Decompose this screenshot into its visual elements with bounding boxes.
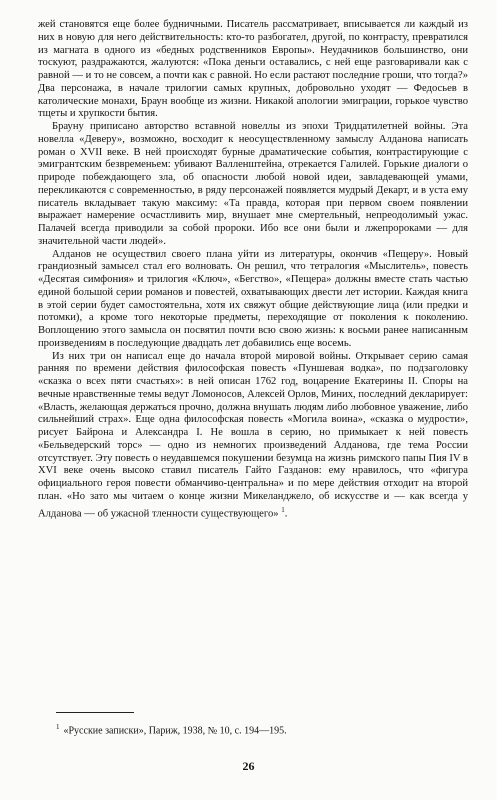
footnote-divider [56, 712, 134, 713]
paragraph-3: Алданов не осуществил своего плана уйти из литературы, окончив «Пещеру». Новый грандиозный замысел стал его волновать. Он решил, что тетралогия «Мыслитель», повесть «Десятая симфония» и трилогия «Ключ», «Бегство», «Пещера» должны вместе стать частью единой большой серии романов и повестей, охватывающих двести лет истории. Каждая книга в этой серии будет самостоятельна, хотя их свяжут общие действующие лица (или предки и потомки), а кроме того некоторые предметы, переходящие от поколения к поколению. Воплощению этого замысла он посвятил почти всю свою жизнь: к восьми ранее написанным произведениям в последующие двадцать лет добавились еще восемь. [38, 248, 468, 349]
paragraph-1: жей становятся еще более будничными. Писатель рассматривает, вписывается ли каждый из них в новую для него действительность: кто-то разбогател, другой, по контрасту, превратился из магната в одного из «бедных родственников Европы». Неудачников большинство, они тоскуют, раздражаются, жалуются: «Пока деньги оставались, с ней еще разговаривали как с равной — и то не совсем, а почти как с равной. Но если растают последние гроши, что тогда?» Два персонажа, в начале трилогии самых крупных, добровольно уходят — Федосьев в католические монахи, Браун вообще из жизни. Никакой апологии эмиграции, горькое чувство тщеты и хрупкости бытия. [38, 19, 468, 120]
paragraph-4-text: Из них три он написал еще до начала второй мировой войны. Открывает серию самая ранняя по времени действия философская повесть «Пуншевая водка», по подзаголовку «сказка о всех пяти счастьях»: в ней описан 1762 год, воцарение Екатерины II. Споры на вечные нравственные темы ведут Ломоносов, Алексей Орлов, Миних, последний декларирует: «Власть, желающая держаться прочно, должна внушать людям либо любовное уважение, либо сильнейший страх». Еще одна философская повесть «Могила воина», «сказка о мудрости», рисует Байрона и Александра I. Не вошла в серию, но примыкает к ней повесть «Бельведерский торс» — одно из немногих произведений Алданова, где тема России отсутствует. Эту повесть о неудавшемся покушении безумца на жизнь римского папы Пия IV в XVI веке очень высоко ставил писатель Гайто Газданов: ему нравилось, что «фигура официального героя повести обманчиво-центральна» и по мере действия отходит на второй план. «Но зато мы читаем о конце жизни Микеланджело, об искусстве и — как всегда у Алданова — об ужасной тленности существующего» [38, 350, 468, 520]
body-text [38, 19, 468, 521]
page-number: 26 [242, 759, 255, 773]
footnote-reference: 1 [281, 505, 285, 514]
footnote [56, 721, 468, 737]
paragraph-4: Из них три он написал еще до начала второй мировой войны. Открывает серию самая ранняя по времени действия философская повесть «Пуншевая водка», по подзаголовку «сказка о всех пяти счастьях»: в ней описан 1762 год, воцарение Екатерины II. Споры на вечные нравственные темы ведут Ломоносов, Алексей Орлов, Миних, последний декларирует: «Власть, желающая держаться прочно, должна внушать людям либо любовное уважение, либо сильнейший страх». Еще одна философская повесть «Могила воина», «сказка о мудрости», рисует Байрона и Александра I. Не вошла в серию, но примыкает к ней повесть «Бельведерский торс» — одно из немногих произведений Алданова, где тема России отсутствует. Эту повесть о неудавшемся покушении безумца на жизнь римского папы Пия IV в XVI веке очень высоко ставил писатель Гайто Газданов: ему нравилось, что «фигура официального героя повести обманчиво-центральна» и по мере действия отходит на второй план. «Но зато мы читаем о конце жизни Микеланджело, об искусстве и — как всегда у Алданова — об ужасной тленности существующего» $^1$. [38, 350, 468, 520]
footnote-marker: 1 [56, 723, 60, 731]
footnote-text: «Русские записки», Париж, 1938, № 10, с. 194—195. [63, 725, 287, 737]
paragraph-2: Брауну приписано авторство вставной новеллы из эпохи Тридцатилетней войны. Эта новелла «Деверу», возможно, восходит к неосуществленному замыслу Алданова написать роман о XVII веке. В ней происходят бурные драматические события, контрастирующие с эмигрантским безвременьем: убивают Валленштейна, отрекается Галилей. Горькие диалоги о природе побеждающего зла, об опасности любой новой идеи, завладевающей умами, перекликаются с современностью, в ряду персонажей появляется мудрый Декарт, и в уста ему писатель вкладывает такую максиму: «Та правда, которая при первом своем появлении выражает намерение осчастливить мир, внушает мне смертельный, непреодолимый ужас. Палачей всегда приводили за собой пророки. Ибо все они были и лжепророками — для значительной части людей». [38, 121, 468, 247]
